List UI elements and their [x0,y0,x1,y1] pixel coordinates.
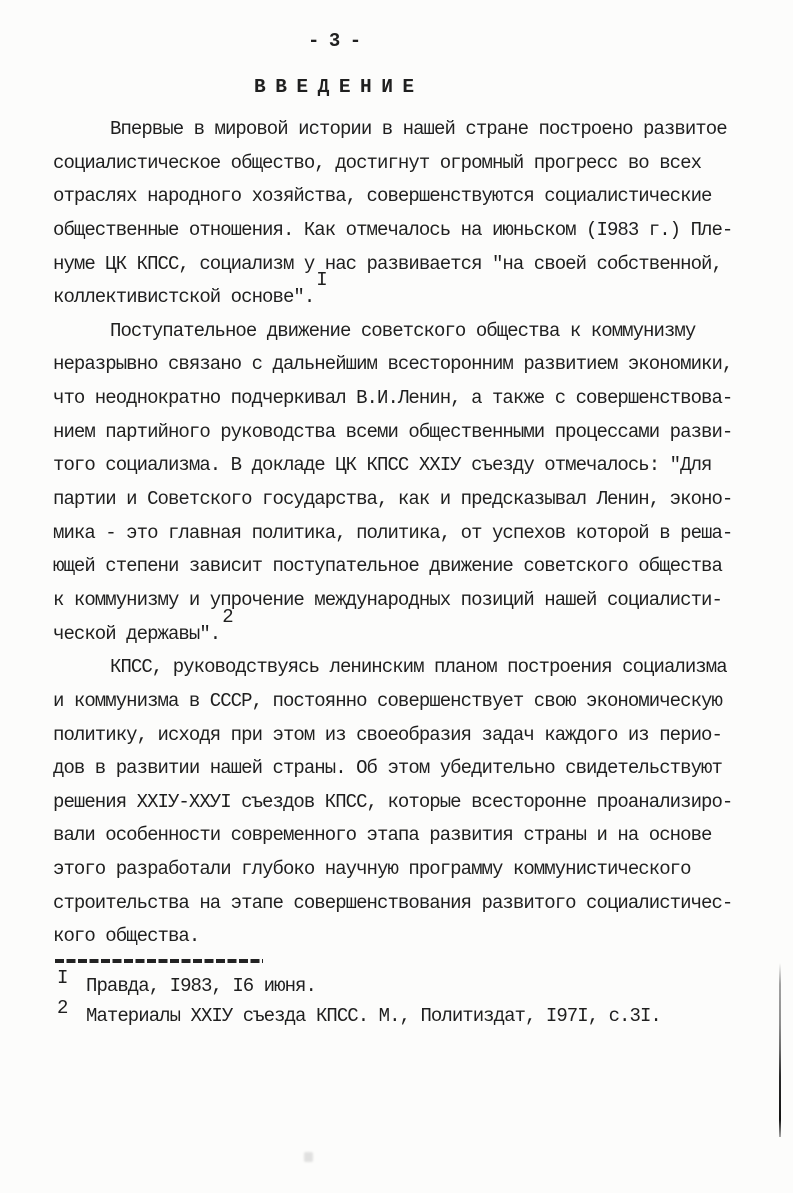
text-line: неразрывно связано с дальнейшим всесторонним развитием экономики, [53,353,733,376]
scanner-artifact-line [779,963,781,1137]
footnote-1 [57,967,316,997]
text-line: отраслях народного хозяйства, совершенствуются социалистические [53,185,712,208]
text-line: того социализма. В докладе ЦК КПСС ХХIУ съезду отмечалось: "Для [53,454,712,477]
text-line: ческой державы".2 [53,618,755,652]
text-line: ющей степени зависит поступательное движение советского общества [53,555,722,578]
text-line: Поступательное движение советского общества к коммунизму [110,319,696,342]
text-line: социалистическое общество, достигнут огромный прогресс во всех [53,151,702,174]
footnote-2 [57,997,661,1027]
footnote-text: Материалы ХХIУ съезда КПСС. М., Политиздат, I97I, с.3I. [86,1005,661,1027]
footnote-text: Правда, I983, I6 июня. [86,975,316,997]
page-title: В В Е Д Е Н И Е [254,76,414,98]
text-line: нием партийного руководства всеми общественными процессами разви- [53,420,733,443]
text-line: что неоднократно подчеркивал В.И.Ленин, а также с совершенствова- [53,387,733,410]
text-line: дов в развитии нашей страны. Об этом убедительно свидетельствуют [53,757,722,780]
text-line: общественные отношения. Как отмечалось на июньском (I983 г.) Пле- [53,218,733,241]
paragraph-3 [53,651,755,954]
text-line: КПСС, руководствуясь ленинским планом построения социализма [110,656,727,679]
text-line: нуме ЦК КПСС, социализм у нас развивается "на своей собственной, [53,252,722,275]
text-line: политику, исходя при этом из своеобразия задач каждого из перио- [53,723,722,746]
text-line: партии и Советского государства, как и предсказывал Ленин, эконо- [53,488,733,511]
footnote-marker: I [57,967,68,989]
paragraph-1 [53,113,755,315]
footnote-reference-1: I [316,269,327,292]
body-text [53,113,755,954]
paragraph-2 [53,315,755,651]
text-line: кого общества. [53,925,200,948]
footnote-reference-2: 2 [222,605,233,628]
footnote-marker: 2 [57,997,68,1019]
text-line: строительства на этапе совершенствования развитого социалистичес- [53,891,733,914]
text-line: к коммунизму и упрочение международных позиций нашей социалисти- [53,588,722,611]
footnote-separator [55,959,263,963]
text-line: и коммунизма в СССР, постоянно совершенствует свою экономическую [53,689,722,712]
text-line: мика - это главная политика, политика, от успехов которой в реша- [53,521,733,544]
text-line: коллективистской основе".I [53,281,755,315]
page-number: - 3 - [308,30,361,52]
text-line: Впервые в мировой истории в нашей стране построено развитое [110,118,727,140]
text-line: вали особенности современного этапа развития страны и на основе [53,824,712,847]
text-line: решения ХХIУ-ХХУI съездов КПСС, которые всесторонне проанализиро- [53,790,733,813]
text-line: этого разработали глубоко научную программу коммунистического [53,858,691,881]
scanner-speck [304,1152,313,1162]
